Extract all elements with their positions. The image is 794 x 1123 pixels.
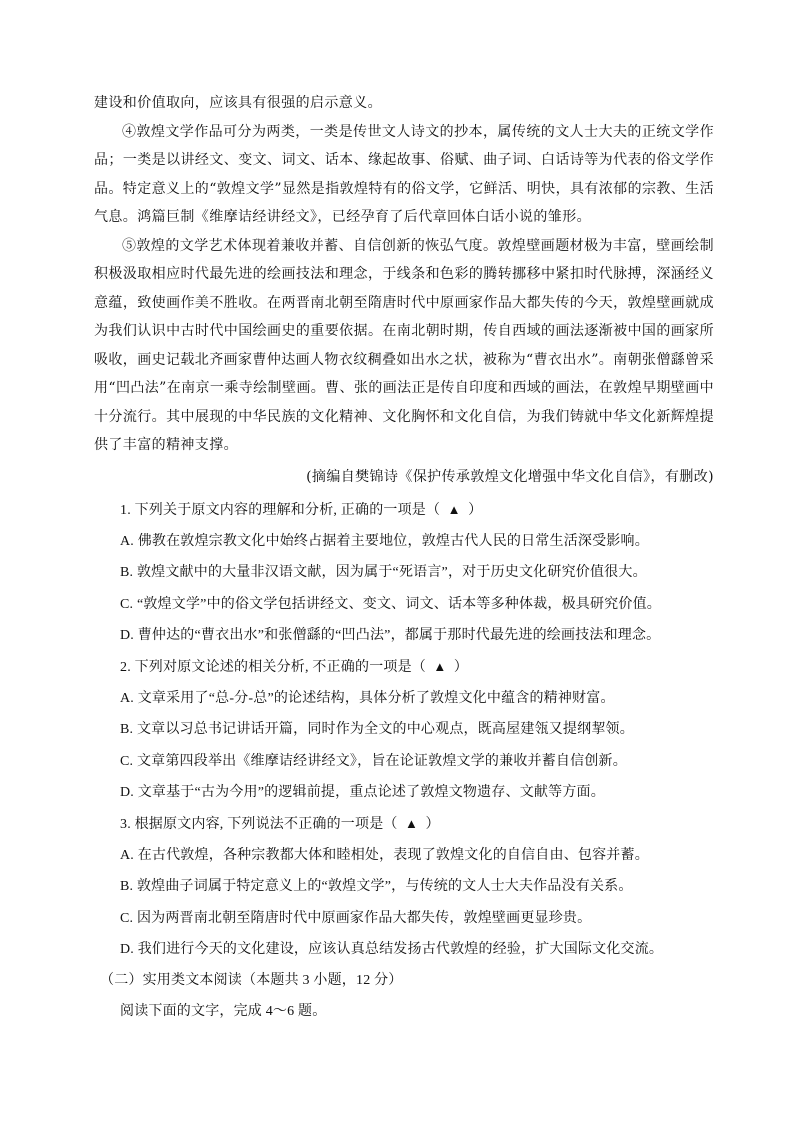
section-2-heading: （二）实用类文本阅读（本题共 3 小题，12 分） [100,973,403,989]
passage-source: (摘编自樊锦诗《保护传承敦煌文化增强中华文化自信》，有删改) [306,468,714,485]
answer-placeholder-icon: ▲ [447,502,461,517]
question-3-option-c: C. 因为两晋南北朝至隋唐时代中原画家作品大都失传，敦煌壁画更显珍贵。 [120,910,592,926]
question-2-stem: 2. 下列对原文论述的相关分析, 不正确的一项是（ ▲ ） [120,659,469,676]
question-1-option-d: D. 曹仲达的“曹衣出水”和张僧繇的“凹凸法”，都属于那时代最先进的绘画技法和理念。 [120,627,661,643]
reading-passage [94,89,714,491]
passage-previous-paragraph-end: 建设和价值取向，应该具有很强的启示意义。 [94,95,382,111]
answer-placeholder-icon: ▲ [433,659,447,675]
question-3-option-b: B. 敦煌曲子词属于特定意义上的“敦煌文学”，与传统的文人士大夫作品没有关系。 [120,879,633,895]
question-1-option-b: B. 敦煌文献中的大量非汉语文献，因为属于“死语言”，对于历史文化研究价值很大。 [120,565,647,581]
section-2-instruction: 阅读下面的文字，完成 4～6 题。 [120,1004,327,1020]
question-1-option-c: C. “敦煌文学”中的俗文学包括讲经文、变文、词文、话本等多种体裁，极具研究价值。 [120,596,661,612]
question-2-option-a: A. 文章采用了“总-分-总”的论述结构，具体分析了敦煌文化中蕴含的精神财富。 [120,691,615,707]
question-2-option-b: B. 文章以习总书记讲话开篇，同时作为全文的中心观点，既高屋建瓴又提纲挈领。 [120,722,634,738]
exam-page [94,89,714,1027]
question-3-stem: 3. 根据原文内容, 下列说法不正确的一项是（ ▲ ） [120,816,440,833]
question-2-option-d: D. 文章基于“古为今用”的逻辑前提，重点论述了敦煌文物遗存、文献等方面。 [120,784,605,800]
question-2-option-c: C. 文章第四段举出《维摩诘经讲经文》，旨在论证敦煌文学的兼收并蓄自信创新。 [120,753,627,769]
question-1-option-a: A. 佛教在敦煌宗教文化中始终占据着主要地位，敦煌古代人民的日常生活深受影响。 [120,534,649,550]
question-3-option-a: A. 在古代敦煌，各种宗教都大体和睦相处，表现了敦煌文化的自信自由、包容并蓄。 [120,848,649,864]
answer-placeholder-icon: ▲ [405,816,419,832]
question-3-option-d: D. 我们进行今天的文化建设，应该认真总结发扬古代敦煌的经验，扩大国际文化交流。 [120,941,664,957]
questions-block [94,494,714,1027]
passage-paragraph-4: ④敦煌文学作品可分为两类，一类是传世文人诗文的抄本，属传统的文人士大夫的正统文学作品；一类是以讲经文、变文、词文、话本、缘起故事、俗赋、曲子词、白话诗等为代表的俗文学作品。特定意义上的“敦煌文学”显然是指敦煌特有的俗文学，它鲜活、明快，具有浓郁的宗教、生活气息。鸿篇巨制《维摩诘经讲经文》，已经孕育了后代章回体白话小说的雏形。 [94,123,714,225]
passage-paragraph-5: ⑤敦煌的文学艺术体现着兼收并蓄、自信创新的恢弘气度。敦煌壁画题材极为丰富，壁画绘制积极汲取相应时代最先进的绘画技法和理念，于线条和色彩的腾转挪移中紧扣时代脉搏，深涵经义意蕴，致使画作美不胜收。在两晋南北朝至隋唐时代中原画家作品大都失传的今天，敦煌壁画就成为我们认识中古时代中国绘画史的重要依据。在南北朝时期，传自西域的画法逐渐被中国的画家所吸收，画史记载北齐画家曹仲达画人物衣纹稠叠如出水之状，被称为“曹衣出水”。南朝张僧繇曾采用“凹凸法”在南京一乘寺绘制壁画。曹、张的画法正是传自印度和西域的画法，在敦煌早期壁画中十分流行。其中展现的中华民族的文化精神、文化胸怀和文化自信，为我们铸就中华文化新辉煌提供了丰富的精神支撑。 [94,237,714,453]
question-1-stem: 1. 下列关于原文内容的理解和分析, 正确的一项是（ ▲ ） [120,502,483,518]
